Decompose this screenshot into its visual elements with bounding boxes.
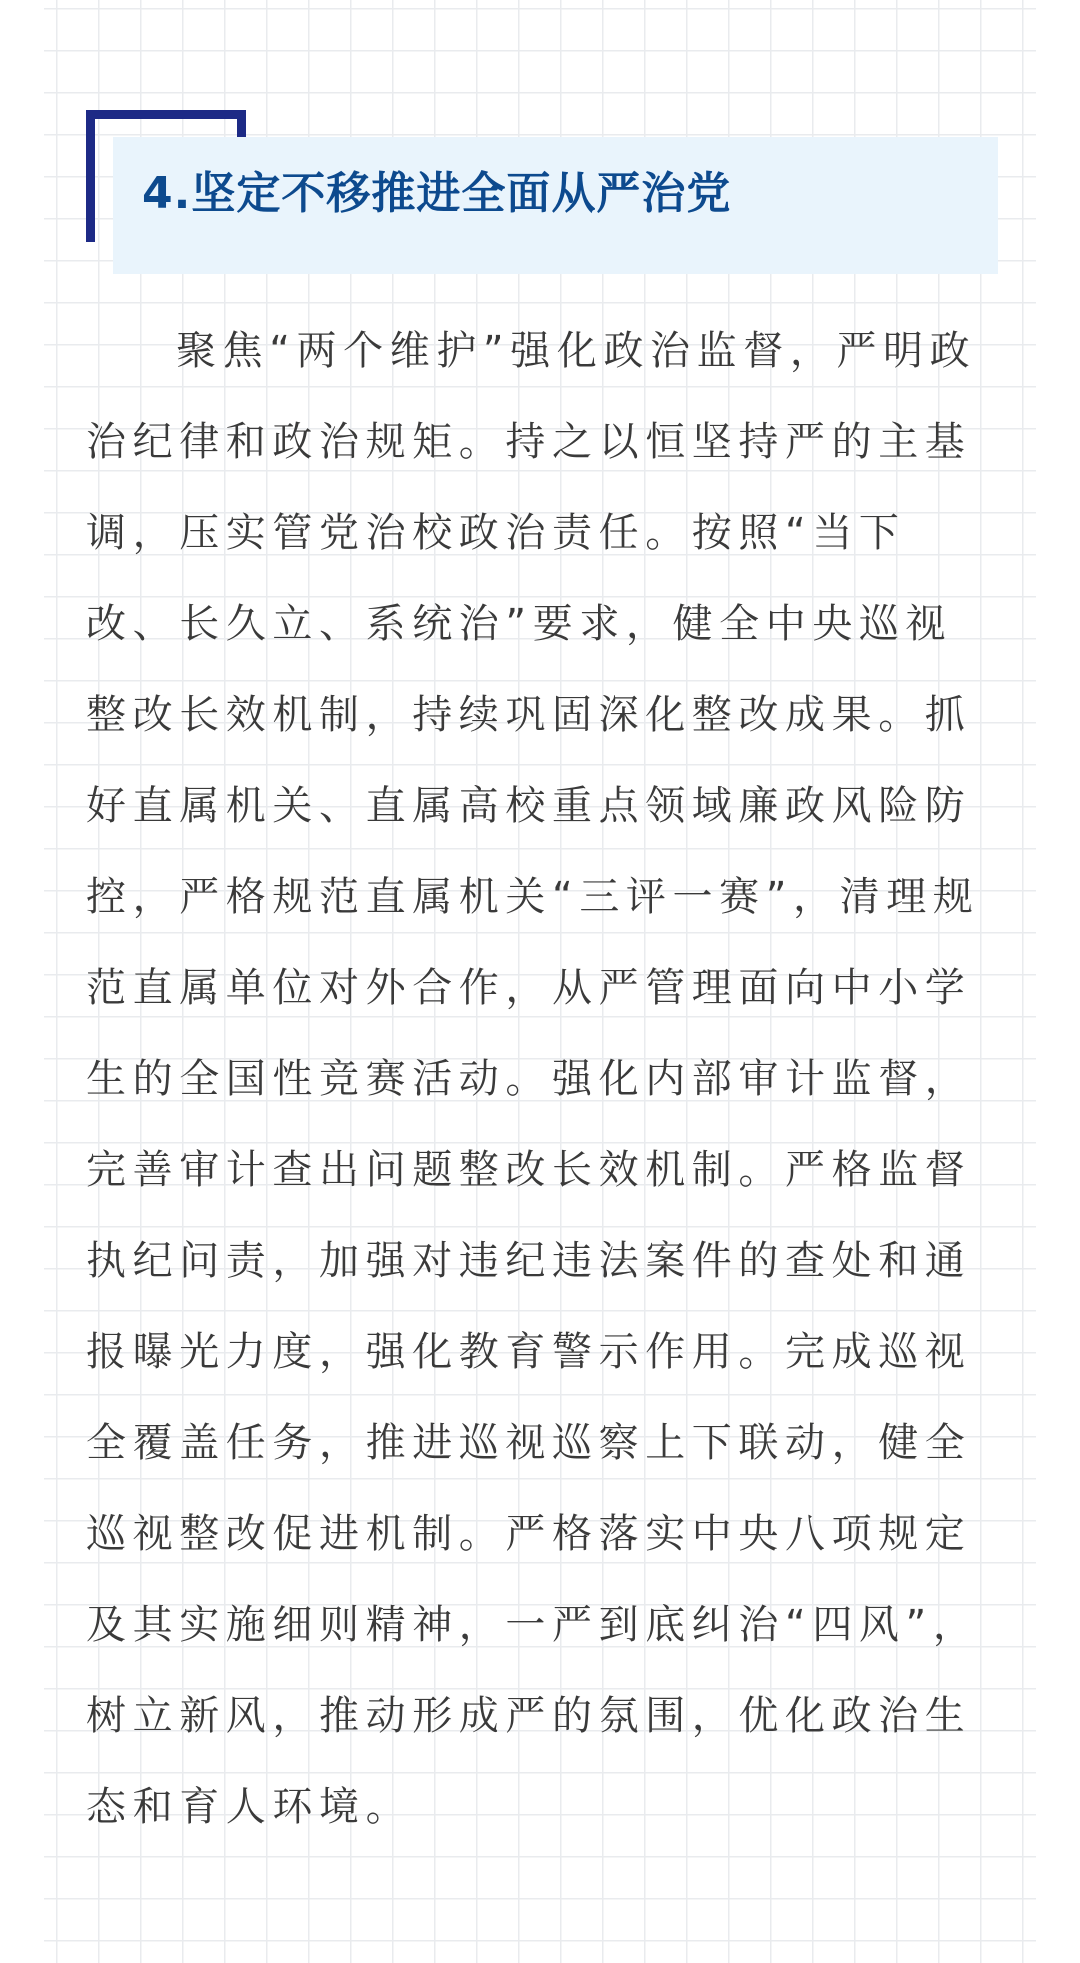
page-margin-right xyxy=(1036,0,1080,1963)
section-heading: 4.坚定不移推进全面从严治党 xyxy=(142,168,732,219)
page-margin-left xyxy=(0,0,44,1963)
section-heading-block xyxy=(86,110,998,274)
section-paragraph: 聚焦“两个维护”强化政治监督，严明政治纪律和政治规矩。持之以恒坚持严的主基调，压实管党治校政治责任。按照“当下改、长久立、系统治”要求，健全中央巡视整改长效机制，持续巩固深化整改成果。抓好直属机关、直属高校重点领域廉政风险防控，严格规范直属机关“三评一赛”，清理规范直属单位对外合作，从严管理面向中小学生的全国性竞赛活动。强化内部审计监督，完善审计查出问题整改长效机制。严格监督执纪问责，加强对违纪违法案件的查处和通报曝光力度，强化教育警示作用。完成巡视全覆盖任务，推进巡视巡察上下联动，健全巡视整改促进机制。严格落实中央八项规定及其实施细则精神，一严到底纠治“四风”，树立新风，推动形成严的氛围，优化政治生态和育人环境。 xyxy=(86,328,980,1830)
